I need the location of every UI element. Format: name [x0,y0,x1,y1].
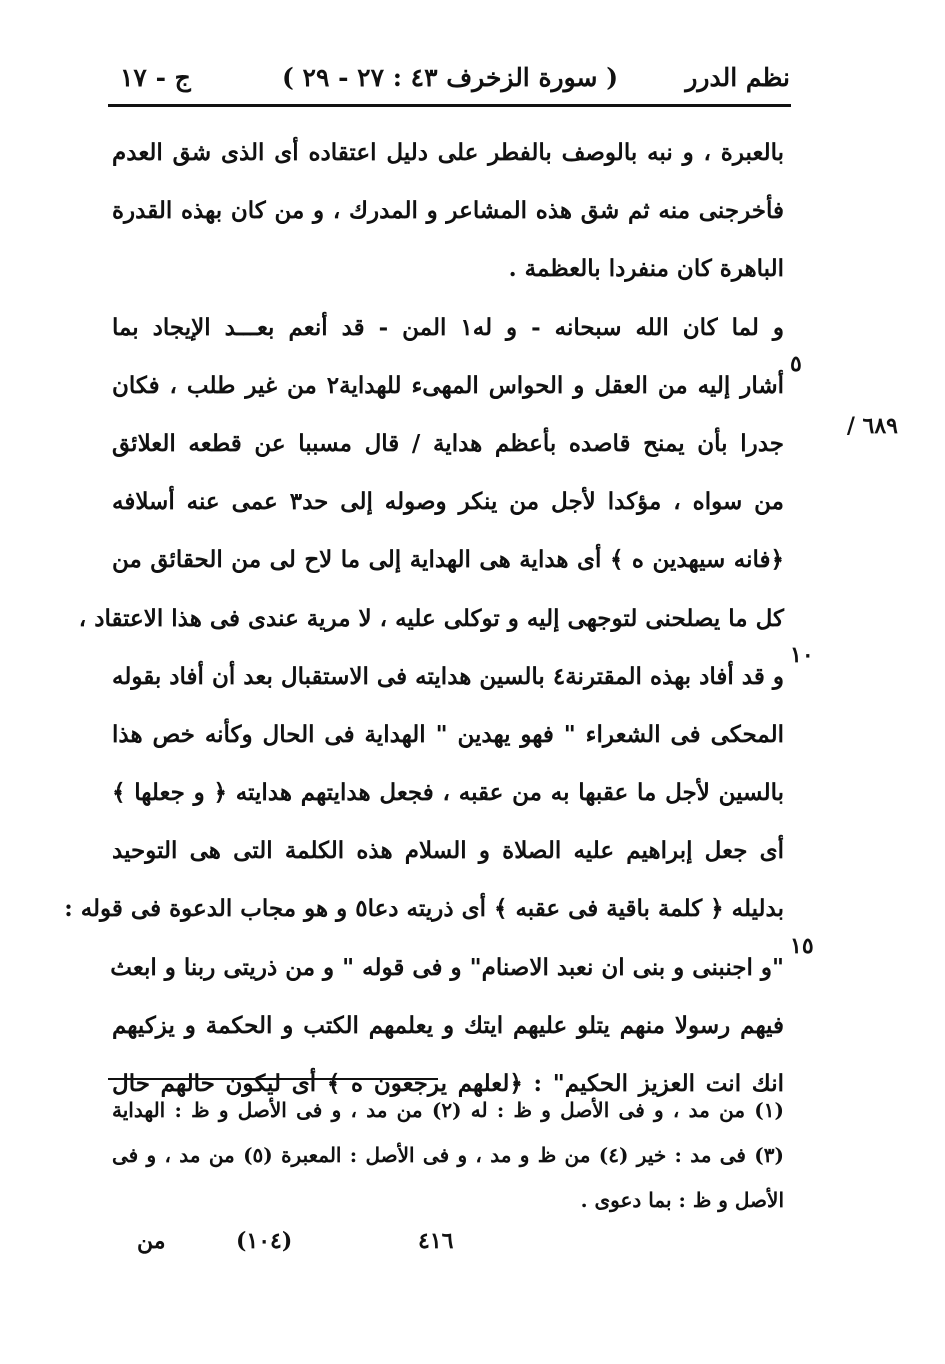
footnote-line: (١) من مد ، و فى الأصل و ظ : له (٢) من مد ، و فى الأصل و ظ : الهداية [112,1098,784,1122]
text-line: بالعبرة ، و نبه بالوصف بالفطر على دليل اعتقاده أى الذى شق العدم [112,139,784,166]
header-rule [108,104,791,107]
line-number-5: ٥ [790,351,802,377]
text-line: أى جعل إبراهيم عليه الصلاة و السلام هذه الكلمة التى هى التوحيد [112,837,784,865]
text-line: جدرا بأن يمنح قاصده بأعظم هداية / قال مسببا عن قطعه العلائق [112,429,784,457]
signature-mark: (١٠٤) [236,1228,293,1254]
footnotes [112,1088,784,1223]
surah-reference: ( سورة الزخرف ٤٣ : ٢٧ - ٢٩ ) [281,63,619,92]
text-line: المحكى فى الشعراء " فهو يهدين " الهداية فى الحال وكأنه خص هذا [112,720,784,748]
text-line: فيهم رسولا منهم يتلو عليهم ايتك و يعلمهم الكتب و الحكمة و يزكيهم [112,1011,784,1039]
text-line: الباهرة كان منفردا بالعظمة . [508,255,784,283]
text-line: ﴿فانه سيهدين ه ﴾ أى هداية هى الهداية إلى ما لاح لى من الحقائق من [112,546,784,574]
running-header [110,58,790,100]
line-number-15: ١٥ [790,933,814,959]
text-line: "و اجنبنى و بنى ان نعبد الاصنام" و فى قوله " و من ذريتى ربنا و ابعث [110,953,784,981]
footnote-line: (٣) فى مد : خير (٤) من ظ و مد ، و فى الأصل : المعبرة (٥) من مد ، و فى [112,1143,784,1167]
text-line: فأخرجنى منه ثم شق هذه المشاعر و المدرك ، و من كان بهذه القدرة [112,197,784,225]
text-line: من سواه ، مؤكدا لأجل من ينكر وصوله إلى حد٣ عمى عنه أسلافه [112,488,785,516]
footnote-rule [108,1078,438,1080]
line-number-10: ١٠ [790,642,814,668]
footnote-line: الأصل و ظ : بما دعوى . [580,1188,784,1212]
volume-number: ج - ١٧ [120,63,191,92]
text-line: بدليله ﴿ كلمة باقية فى عقبه ﴾ أى ذريته دعا٥ و هو مجاب الدعوة فى قوله : [64,895,784,923]
book-title: نظم الدرر [685,63,790,92]
manuscript-folio-note: ٦٨٩ / [846,413,898,439]
text-line: و لما كان الله سبحانه - و له١ المن - قد أنعم بعـــد الإيجاد بما [112,313,784,341]
text-line: انك انت العزيز الحكيم" : ﴿لعلهم يرجعون ه ﴾ أى ليكون حالهم حال [112,1070,784,1097]
catchword: من [137,1228,166,1254]
text-line: أشار إليه من العقل و الحواس المهىء للهداية٢ من غير طلب ، فكان [112,371,784,399]
text-line: بالسين لأجل ما عقبها به من عقبه ، فجعل هدايتهم هدايته ﴿ و جعلها ﴾ [112,779,784,807]
text-line: و قد أفاد بهذه المقترنة٤ بالسين هدايته فى الاستقبال بعد أن أفاد بقوله [112,662,784,690]
main-text [64,124,785,1113]
text-line: كل ما يصلحنى لتوجهى إليه و توكلى عليه ، لا مرية عندى فى هذا الاعتقاد ، [78,604,784,632]
page-number: ٤١٦ [418,1228,454,1254]
